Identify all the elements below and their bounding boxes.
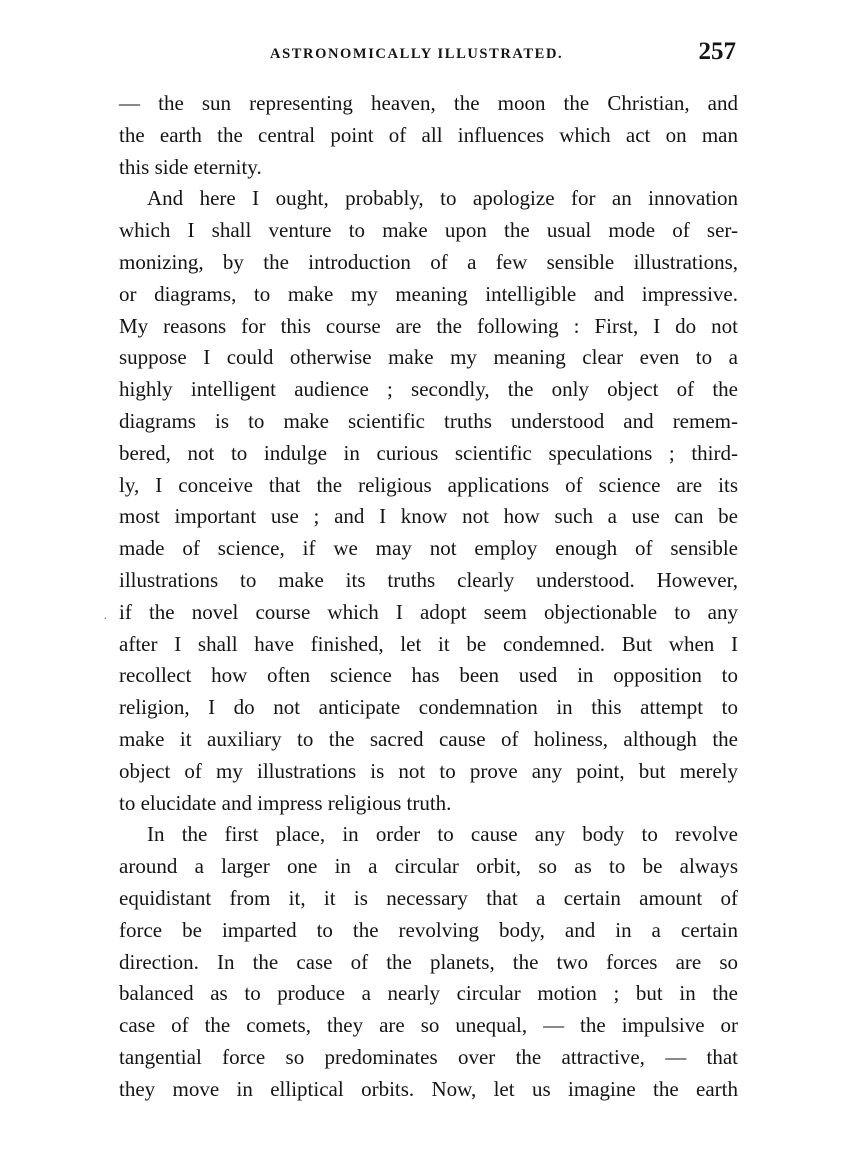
text-line: highly intelligent audience ; secondly, the only object of the [119, 377, 738, 402]
text-line: And here I ought, probably, to apologize for an innovation [147, 186, 738, 211]
body-text [119, 88, 738, 1106]
text-line: after I shall have finished, let it be condemned. But when I [119, 631, 738, 656]
text-line: they move in elliptical orbits. Now, let us imagine the earth [119, 1076, 738, 1101]
text-line: if the novel course which I adopt seem objectionable to any [119, 599, 738, 624]
text-line: force be imparted to the revolving body, and in a certain [119, 917, 738, 942]
text-line: illustrations to make its truths clearly understood. However, [119, 567, 738, 592]
text-line: diagrams is to make scientific truths understood and remem- [119, 408, 738, 433]
running-head [118, 34, 738, 74]
text-line: bered, not to indulge in curious scientific speculations ; third- [119, 440, 738, 465]
text-line: case of the comets, they are so unequal, — the impulsive or [119, 1013, 738, 1038]
text-line: direction. In the case of the planets, the two forces are so [119, 949, 738, 974]
page-number: 257 [698, 38, 736, 65]
text-line: In the first place, in order to cause any body to revolve [147, 822, 738, 847]
running-title: ASTRONOMICALLY ILLUSTRATED. [270, 46, 564, 62]
text-line: religion, I do not anticipate condemnation in this attempt to [119, 695, 738, 720]
text-line: suppose I could otherwise make my meaning clear even to a [119, 345, 738, 370]
text-line: equidistant from it, it is necessary that a certain amount of [119, 885, 738, 910]
text-line: around a larger one in a circular orbit, so as to be always [119, 854, 738, 879]
margin-mark: · [103, 612, 108, 627]
text-line: to elucidate and impress religious truth. [119, 790, 452, 815]
text-line: most important use ; and I know not how such a use can be [119, 504, 738, 529]
text-line: recollect how often science has been used in opposition to [119, 663, 738, 688]
text-line: object of my illustrations is not to prove any point, but merely [119, 758, 738, 783]
text-line: — the sun representing heaven, the moon the Christian, and [119, 91, 738, 115]
text-line: tangential force so predominates over the attractive, — that [119, 1044, 738, 1069]
text-line: the earth the central point of all influences which act on man [119, 122, 738, 147]
text-line: balanced as to produce a nearly circular motion ; but in the [119, 981, 738, 1006]
text-line: make it auxiliary to the sacred cause of holiness, although the [119, 726, 738, 751]
text-line: My reasons for this course are the following : First, I do not [119, 313, 738, 338]
text-line: monizing, by the introduction of a few sensible illustrations, [119, 249, 738, 274]
text-line: made of science, if we may not employ enough of sensible [119, 536, 738, 561]
text-line: ly, I conceive that the religious applications of science are its [119, 472, 738, 497]
text-line: this side eternity. [119, 154, 262, 179]
text-line: which I shall venture to make upon the usual mode of ser- [119, 218, 738, 243]
text-line: or diagrams, to make my meaning intelligible and impressive. [119, 281, 738, 306]
